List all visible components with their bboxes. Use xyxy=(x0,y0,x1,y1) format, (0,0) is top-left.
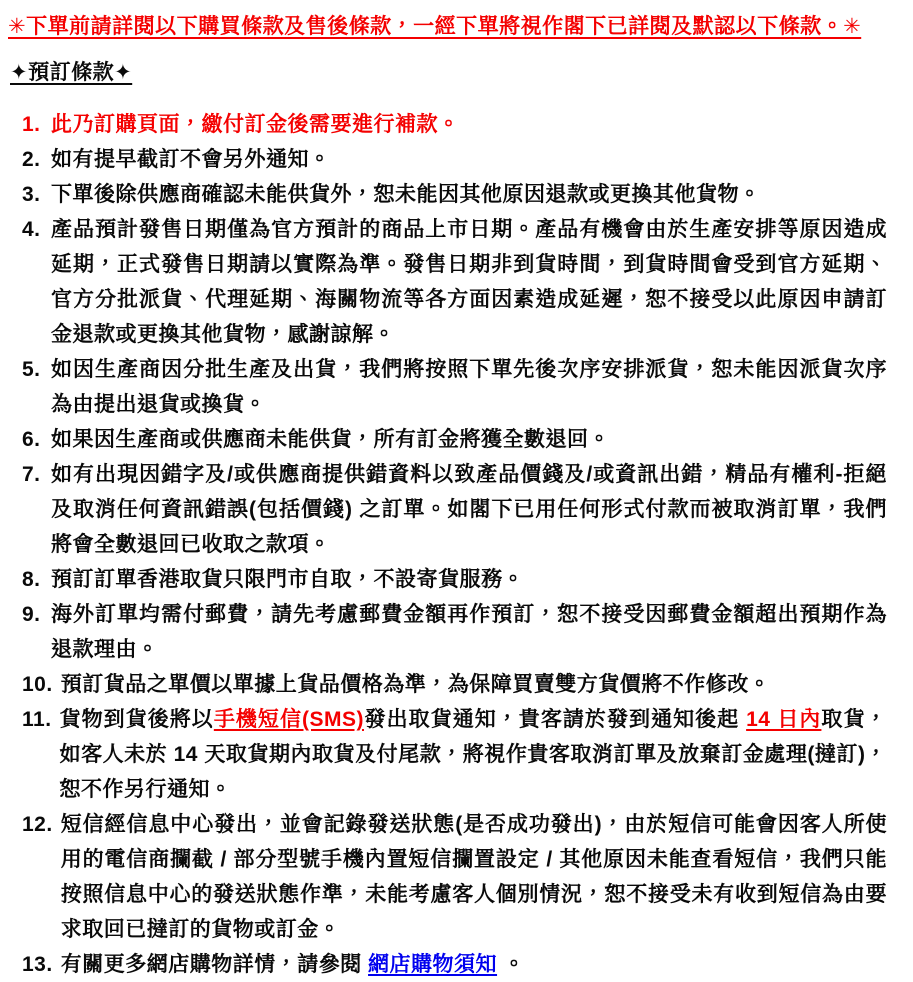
term-item-7 xyxy=(22,457,887,562)
term-text-segment: 取貨，如客人未於 14 天取貨期內取貨及付尾款，將視作貴客取消訂單及放棄訂金處理(撻訂)，恕不作另行通知。 xyxy=(59,708,888,801)
term-number: 13. xyxy=(22,953,53,976)
term-text-segment: 如因生產商因分批生產及出貨，我們將按照下單先後次序安排派貨，恕未能因派貨次序為由提出退貨或換貨。 xyxy=(51,358,887,416)
term-text xyxy=(51,142,887,177)
term-number: 9. xyxy=(22,603,41,626)
term-number: 10. xyxy=(22,673,53,696)
term-text xyxy=(51,352,887,422)
term-text-segment: 如果因生產商或供應商未能供貨，所有訂金將獲全數退回。 xyxy=(51,428,610,451)
sms-highlight: 手機短信(SMS) xyxy=(213,708,364,731)
term-item-11 xyxy=(22,702,887,807)
term-text xyxy=(51,422,887,457)
term-item-1 xyxy=(22,107,887,142)
term-item-12 xyxy=(22,807,887,947)
term-text-segment: 產品預計發售日期僅為官方預計的商品上市日期。產品有機會由於生產安排等原因造成延期，正式發售日期請以實際為準。發售日期非到貨時間，到貨時間會受到官方延期、官方分批派貨、代理延期、海關物流等各方面因素造成延遲，恕不接受以此原因申請訂金退款或更換其他貨物，感謝諒解。 xyxy=(51,218,887,346)
term-text-segment: 預訂訂單香港取貨只限門市自取，不設寄貨服務。 xyxy=(51,568,524,591)
term-number: 12. xyxy=(22,813,53,836)
shop-notice-link[interactable]: 網店購物須知 xyxy=(368,953,498,976)
term-text-segment: 有關更多網店購物詳情，請參閱 xyxy=(60,953,369,976)
term-text xyxy=(61,667,887,702)
term-item-3 xyxy=(22,177,887,212)
pre-order-warning-banner: ✳下單前請詳閱以下購買條款及售後條款，一經下單將視作閣下已詳閱及默認以下條款。✳ xyxy=(8,15,862,38)
term-item-10 xyxy=(22,667,887,702)
term-text xyxy=(61,807,887,947)
term-text-segment: 海外訂單均需付郵費，請先考慮郵費金額再作預訂，恕不接受因郵費金額超出預期作為退款理由。 xyxy=(51,603,887,661)
term-text xyxy=(51,107,887,142)
term-text-segment: 此乃訂購頁面，繳付訂金後需要進行補款。 xyxy=(51,113,460,136)
term-item-13 xyxy=(22,947,887,982)
term-number: 2. xyxy=(22,148,41,171)
term-number: 6. xyxy=(22,428,41,451)
term-number: 4. xyxy=(22,218,41,241)
term-text-segment: 短信經信息中心發出，並會記錄發送狀態(是否成功發出)，由於短信可能會因客人所使用的電信商攔截 / 部分型號手機內置短信攔置設定 / 其他原因未能查看短信，我們只能按照信息中心的發送狀態作準，未能考慮客人個別情況，恕不接受未有收到短信為由要求取回已撻訂的貨物或訂金。 xyxy=(60,813,887,941)
14-days-highlight: 14 日內 xyxy=(746,708,822,731)
term-item-2 xyxy=(22,142,887,177)
term-text xyxy=(51,457,887,562)
term-text xyxy=(51,177,887,212)
term-text-segment: 發出取貨通知，貴客請於發到通知後起 xyxy=(363,708,747,731)
term-text xyxy=(60,702,887,807)
term-number: 8. xyxy=(22,568,41,591)
term-text xyxy=(51,597,887,667)
term-number: 11. xyxy=(22,708,52,731)
term-text-segment: 預訂貨品之單價以單據上貨品價格為準，為保障買賣雙方貨價將不作修改。 xyxy=(60,673,771,696)
term-text-segment: 貨物到貨後將以 xyxy=(59,708,214,731)
term-number: 5. xyxy=(22,358,41,381)
term-text-segment: 。 xyxy=(497,953,525,976)
term-text xyxy=(61,947,887,982)
term-item-6 xyxy=(22,422,887,457)
term-number: 3. xyxy=(22,183,41,206)
section-title-preorder-terms: ✦預訂條款✦ xyxy=(10,61,133,84)
term-text xyxy=(51,562,887,597)
terms-list xyxy=(8,107,887,982)
term-item-9 xyxy=(22,597,887,667)
term-number: 1. xyxy=(22,113,41,136)
term-item-8 xyxy=(22,562,887,597)
term-text xyxy=(51,212,887,352)
term-text-segment: 如有提早截訂不會另外通知。 xyxy=(51,148,331,171)
term-text-segment: 如有出現因錯字及/或供應商提供錯資料以致產品價錢及/或資訊出錯，精品有權利-拒絕及取消任何資訊錯誤(包括價錢) 之訂單。如閣下已用任何形式付款而被取消訂單，我們將會全數退回已收取之款項。 xyxy=(51,463,887,556)
term-item-4 xyxy=(22,212,887,352)
term-number: 7. xyxy=(22,463,41,486)
term-item-5 xyxy=(22,352,887,422)
term-text-segment: 下單後除供應商確認未能供貨外，恕未能因其他原因退款或更換其他貨物。 xyxy=(51,183,761,206)
